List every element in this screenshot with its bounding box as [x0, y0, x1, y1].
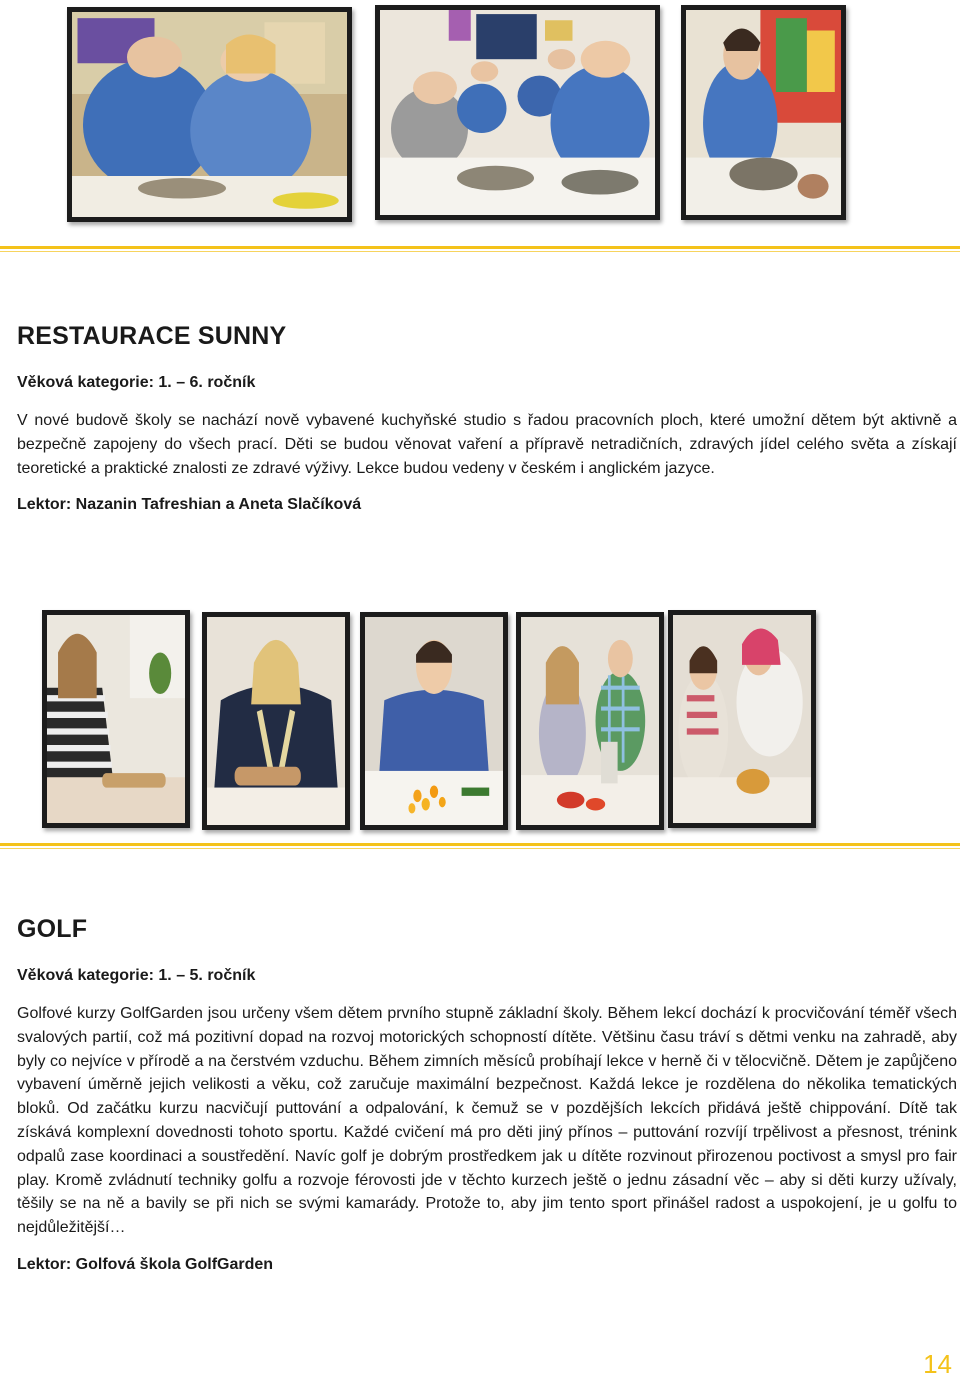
section-title: GOLF	[17, 915, 88, 943]
pottery-photo-2	[375, 5, 660, 220]
section-divider-middle	[0, 843, 960, 851]
description: Golfové kurzy GolfGarden jsou určeny všem dětem prvního stupně základní školy. Během lekcí dochází k procvičování téměř všech svalových partií, což má pozitivní dopad na rozvoj motorických schopností dítěte. Většinu času tráví s dětmi venku na zahradě, aby byly co nejvíce v přírodě a na čerstvém vzduchu. Během zimních měsíců probíhají lekce v herně či v tělocvičně. Dětem je zapůjčeno vybavení úměrně jejich velikosti a věku, což zaručuje maximální bezpečnost. Každá lekce je rozdělena do několika tematických bloků. Od začátku kurzu nacvičují puttování a odpalování, k čemuž se v pozdějších lekcích přidává ještě chippování. Dítě tak získává komplexní dovednosti tohoto sportu. Každé cvičení má pro děti jiný přínos – puttování rozvíjí trpělivost a přesnost, trénink odpalů zase koordinaci a soustředění. Navíc golf je dobrým prostředkem jak u dítěte rozvinout přirozenou poctivost a smysl pro fair play. Kromě zvládnutí techniky golfu a rozvoje férovosti jde v těchto kurzech ještě o jednu zásadní věc – aby si děti kurzy užívaly, těšily se na ně a bavily se při nich se svými kamarády. Protože to, aby jim tento sport přinášel radost a uspokojení, je u golfu to nejdůležitější…	[17, 1005, 957, 1237]
lecturer: Lektor: Golfová škola GolfGarden	[17, 1255, 274, 1273]
age-category: Věková kategorie: 1. – 6. ročník	[17, 374, 256, 391]
description: V nové budově školy se nachází nově vybavené kuchyňské studio s řadou pracovních ploch, které umožní dětem být aktivně a bezpečně zapojeny do všech prací. Děti se budou věnovat vaření a přípravě netradičních, zdravých jídel celého světa a získají teoretické a praktické znalosti ze zdravé výživy. Lekce budou vedeny v českém i anglickém jazyce.	[17, 412, 957, 477]
lecturer: Lektor: Nazanin Tafreshian a Aneta Slačíková	[17, 496, 362, 514]
section-restaurace-sunny	[17, 322, 957, 514]
cooking-photo-3	[360, 612, 508, 830]
age-category: Věková kategorie: 1. – 5. ročník	[17, 967, 256, 984]
page-number: 14	[923, 1349, 952, 1379]
pottery-photo-3	[681, 5, 846, 220]
section-title: RESTAURACE SUNNY	[17, 322, 287, 350]
section-divider-top	[0, 246, 960, 254]
cooking-photo-1	[42, 610, 190, 828]
cooking-photo-2	[202, 612, 350, 830]
cooking-photo-5	[668, 610, 816, 828]
pottery-photo-1	[67, 7, 352, 222]
section-golf	[17, 915, 957, 1274]
cooking-photo-4	[516, 612, 664, 830]
